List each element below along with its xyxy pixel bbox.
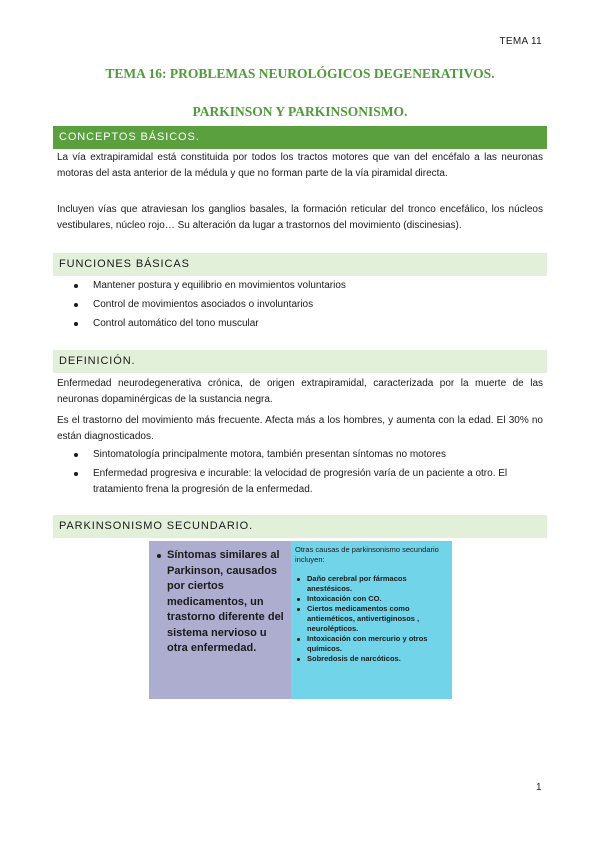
definicion-list: [57, 447, 543, 498]
list-item: Enfermedad progresiva e incurable: la velocidad de progresión varía de un paciente a otro. El tratamiento frena la progresión de la enfermedad.: [57, 466, 543, 498]
header-label: TEMA 11: [499, 36, 542, 47]
diagram-right-intro: Otras causas de parkinsonismo secundario incluyen:: [295, 545, 439, 564]
bullet-icon: [297, 598, 300, 601]
bullet-icon: [74, 453, 78, 457]
parkinsonismo-diagram: [149, 541, 452, 699]
list-item: Daño cerebral por fármacos anestésicos.: [295, 574, 446, 594]
section-heading-secundario: PARKINSONISMO SECUNDARIO.: [53, 515, 547, 538]
list-item: Control de movimientos asociados o involuntarios: [57, 297, 543, 313]
bullet-icon: [74, 322, 78, 326]
list-item: Intoxicación con mercurio y otros químicos.: [295, 634, 446, 654]
diagram-right-box: [291, 541, 452, 699]
diagram-left-box: [149, 541, 291, 699]
section-heading-funciones: FUNCIONES BÁSICAS: [53, 253, 547, 276]
definicion-paragraph-2: Es el trastorno del movimiento más frecuente. Afecta más a los hombres, y aumenta con la edad. El 30% no están diagnosticados.: [57, 415, 543, 442]
list-item: Control automático del tono muscular: [57, 316, 543, 332]
page-number: 1: [536, 782, 542, 793]
definicion-paragraph-1: Enfermedad neurodegenerativa crónica, de origen extrapiramidal, caracterizada por la muerte de las neuronas dopaminérgicas de la sustancia negra.: [57, 378, 543, 405]
list-item: Síntomas similares al Parkinson, causados por ciertos medicamentos, un trastorno diferente del sistema nervioso u otra enfermedad.: [155, 548, 285, 657]
bullet-icon: [297, 608, 300, 611]
section-heading-conceptos: CONCEPTOS BÁSICOS.: [53, 126, 547, 149]
funciones-list: [57, 278, 543, 332]
bullet-icon: [297, 638, 300, 641]
page-subtitle: PARKINSON Y PARKINSONISMO.: [192, 104, 408, 119]
bullet-icon: [297, 658, 300, 661]
list-item: Sintomatología principalmente motora, también presentan síntomas no motores: [57, 447, 543, 463]
list-item: Intoxicación con CO.: [295, 594, 446, 604]
bullet-icon: [74, 472, 78, 476]
conceptos-paragraph-1: La vía extrapiramidal está constituida por todos los tractos motores que van del encéfalo a las neuronas motoras del asta anterior de la médula y que no forman parte de la vía piramidal directa.: [57, 152, 543, 179]
bullet-icon: [74, 303, 78, 307]
page-title: TEMA 16: PROBLEMAS NEUROLÓGICOS DEGENERATIVOS.: [105, 66, 495, 81]
section-heading-definicion: DEFINICIÓN.: [53, 350, 547, 373]
list-item: Mantener postura y equilibrio en movimientos voluntarios: [57, 278, 543, 294]
bullet-icon: [297, 578, 300, 581]
conceptos-paragraph-2: Incluyen vías que atraviesan los ganglios basales, la formación reticular del tronco encefálico, los núcleos vestibulares, núcleo rojo… Su alteración da lugar a trastornos del movimiento (discinesias).: [57, 204, 543, 231]
list-item: Ciertos medicamentos como antieméticos, antivertiginosos , neurolépticos.: [295, 604, 446, 634]
list-item: Sobredosis de narcóticos.: [295, 654, 446, 664]
bullet-icon: [74, 284, 78, 288]
bullet-icon: [157, 554, 161, 558]
